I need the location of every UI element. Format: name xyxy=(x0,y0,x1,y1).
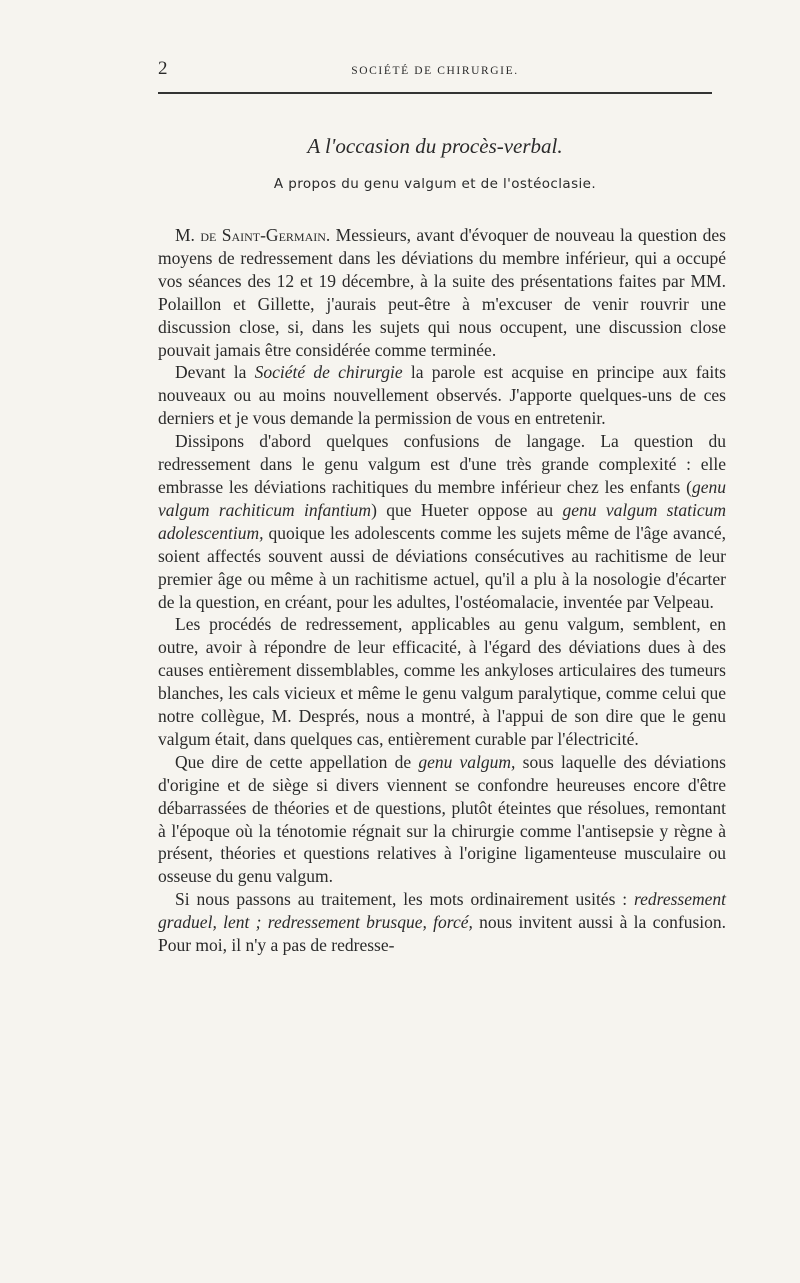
paragraph xyxy=(158,613,726,750)
paragraph-text: Les procédés de redressement, applicables au genu valgum, semblent, en outre, avoir à répondre de leur efficacité, à l'égard des déviations dues à des causes entièrement dissemblables, comme les ankyloses articulaires des tumeurs blanches, les cals vicieux et même le genu valgum paralytique, comme celui que notre collègue, M. Després, nous a montré, à l'appui de son dire que le genu valgum était, dans quelques cas, entièrement curable par l'électricité. xyxy=(158,614,726,749)
paragraph-text: Que dire de cette appellation de xyxy=(175,751,419,772)
running-head xyxy=(158,58,712,82)
body-text xyxy=(158,224,726,957)
italic-text: genu valgum rachiticum infantium xyxy=(158,476,726,520)
paragraph-text: Messieurs, avant d'évoquer de nouveau la question des moyens de redressement dans les déviations du membre inférieur, qui a occupé vos séances des 12 et 19 décembre, à la suite des présentations faites par MM. Polaillon et Gillette, j'aurais peut-être à m'excuser de venir rouvrir une discussion close, si, dans les sujets qui nous occupent, une discussion close pouvait jamais être considérée comme terminée. xyxy=(158,225,726,360)
italic-text: genu valgum staticum adolescentium, xyxy=(158,499,726,543)
italic-text: Société de chirurgie xyxy=(254,362,403,383)
paragraph xyxy=(158,430,726,613)
paragraph-text: Dissipons d'abord quelques confusions de langage. La question du redressement dans le genu valgum est d'une très grande complexité : elle embrasse les déviations rachitiques du membre inférieur chez les enfants ( xyxy=(158,431,726,497)
header-rule xyxy=(158,92,712,94)
paragraph-text: Si nous passons au traitement, les mots ordinairement usités : xyxy=(175,889,634,910)
paragraph-text: sous laquelle des déviations d'origine et de siège si divers viennent se confondre heureuses encore d'être débarrassées de théories et de questions, plutôt éteintes que résolues, remontant à l'époque où la ténotomie régnait sur la chirurgie comme l'antisepsie y règne à présent, théories et questions relatives à l'origine ligamenteuse musculaire ou osseuse du genu valgum. xyxy=(158,751,726,887)
paragraph-text: nous invitent aussi à la confusion. Pour moi, il n'y a pas de redresse- xyxy=(158,912,726,956)
paragraph xyxy=(158,361,726,430)
running-title: SOCIÉTÉ DE CHIRURGIE. xyxy=(351,65,519,77)
paragraph-text: quoique les adolescents comme les sujets même de l'âge avancé, soient affectés souvent aussi de déviations consécutives au rachitisme de leur premier âge ou même à un rachitisme actuel, qu'il a plu à la nosologie d'écarter de la question, en créant, pour les adultes, l'ostéomalacie, inventée par Velpeau. xyxy=(158,522,726,612)
speaker-name: M. de Saint-Germain. xyxy=(175,225,331,245)
paragraph-text: la parole est acquise en principe aux faits nouveaux ou au moins nouvellement observés. J'apporte quelques-uns de ces derniers et je vous demande la permission de vous en entretenir. xyxy=(158,362,726,429)
italic-text: redressement graduel, lent ; redressement brusque, forcé, xyxy=(158,889,726,933)
page-number: 2 xyxy=(158,58,168,79)
section-heading: A l'occasion du procès-verbal. xyxy=(307,134,563,158)
italic-text: genu valgum, xyxy=(418,751,516,772)
paragraph xyxy=(158,224,726,361)
paragraph-text: ) que Hueter oppose au xyxy=(371,499,563,520)
paragraph-text: Devant la xyxy=(175,362,255,383)
section-subheading: A propos du genu valgum et de l'ostéoclasie. xyxy=(273,176,597,192)
paragraph xyxy=(158,751,726,888)
paragraph xyxy=(158,888,726,957)
